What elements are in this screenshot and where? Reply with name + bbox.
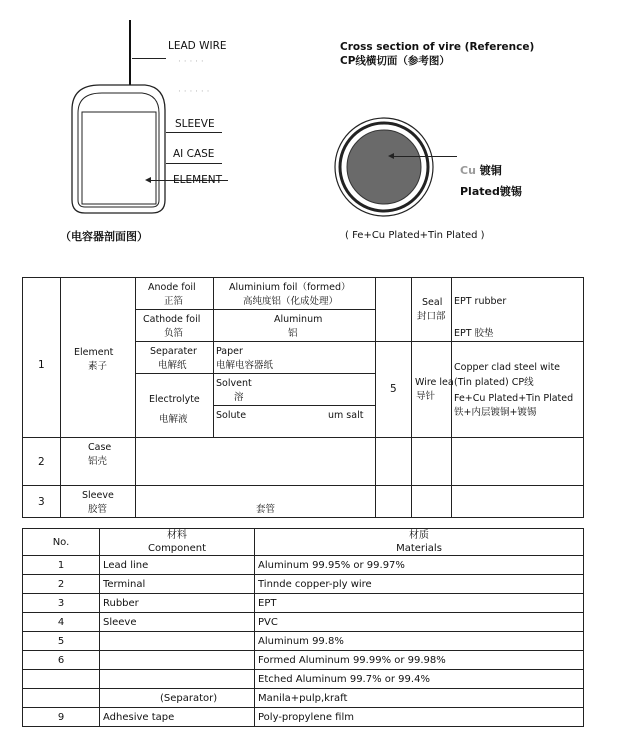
row-no: 9 [23,708,100,727]
row2-no: 2 [38,456,45,468]
anode-foil-cn: 正箔 [164,296,184,307]
row-no: 4 [23,613,100,632]
row-material: Manila+pulp,kraft [255,689,584,708]
arrow-head-icon [388,153,394,159]
row-no: 3 [23,594,100,613]
header-material-cn: 材质 [409,530,429,541]
table-row [23,556,584,575]
cathode-foil-cn: 负箔 [164,328,184,339]
seal-cn: 封口部 [417,311,446,322]
row-component [100,670,255,689]
table-row [23,594,584,613]
cathode-foil-en: Cathode foil [143,314,201,325]
sleeve-material: 套管 [256,504,276,515]
capacitor-caption: （电容器剖面图） [60,230,148,243]
row-component [100,632,255,651]
header-material-en: Materials [396,543,442,554]
arrow-head-icon [145,177,151,183]
plated-copper-label: Cu 镀铜 [460,164,502,177]
lead-wire-label-blur: · · · · · [178,57,204,67]
table-row [23,632,584,651]
wire-material-2: (Tin plated) CP线 [454,377,534,388]
wire-material-3: Fe+Cu Plated+Tin Plated [454,393,574,404]
row-component: (Separator) [100,689,255,708]
sleeve-cn: 胶管 [88,504,108,515]
row-no: 2 [23,575,100,594]
header-component-en: Component [147,543,207,554]
header-no: No. [23,529,100,556]
table-row [23,651,584,670]
cathode-material-en: Aluminum [274,314,323,325]
row-no: 6 [23,651,100,670]
table-row [23,689,584,708]
anode-material-cn: 高纯度铝（化成处理） [243,296,339,307]
solute-en: Solute [216,410,247,421]
row-material: Tinnde copper-ply wire [255,575,584,594]
solvent-cn: 溶 [234,392,244,403]
row-material: PVC [255,613,584,632]
sleeve-en: Sleeve [82,490,114,501]
row-no [23,670,100,689]
row1-no: 1 [38,359,45,371]
electrolyte-en: Electrolyte [149,394,200,405]
copper-leader [392,156,457,157]
seal-material-en: EPT rubber [454,296,507,307]
wire-lead-cn: 导针 [416,391,436,402]
row-material: Aluminum 99.8% [255,632,584,651]
row1-element-cn: 素子 [88,361,108,372]
row3-no: 3 [38,496,45,508]
row-material: Formed Aluminum 99.99% or 99.98% [255,651,584,670]
cathode-material-cn: 铝 [288,328,298,339]
row-no [23,689,100,708]
wire-material-1: Copper clad steel wite [454,362,561,373]
solvent-en: Solvent [216,378,252,389]
wire-lead-en: Wire lea [415,377,454,388]
wire-caption: ( Fe+Cu Plated+Tin Plated ) [345,230,485,241]
row-component: Sleeve [100,613,255,632]
materials-table [22,528,584,727]
separator-cn: 电解纸 [158,360,187,371]
sleeve-label: SLEEVE [175,118,215,130]
item5-no: 5 [390,383,397,395]
header-component-cn: 材料 [167,530,187,541]
row-component: Lead line [100,556,255,575]
plated-tin-label: Plated镀锡 [460,185,522,198]
wire-cross-section-drawing [330,115,450,225]
paper-cn: 电解电容器纸 [216,360,274,371]
lead-wire-label-blur-2: · · · · · · [178,87,210,97]
cross-section-title: Cross section of vire (Reference) [340,41,535,53]
case-en: Case [88,442,112,453]
anode-material-en: Aluminium foil（formed） [229,282,351,293]
header-material [255,529,584,556]
al-case-label: AI CASE [173,148,215,160]
lead-wire-label: LEAD WIRE [168,40,227,52]
cross-section-title-cn: CP线横切面（参考图） [340,55,450,67]
table-row [23,670,584,689]
row-component: Adhesive tape [100,708,255,727]
row-material: Poly-propylene film [255,708,584,727]
row-no: 5 [23,632,100,651]
row-component: Terminal [100,575,255,594]
table-row [23,575,584,594]
seal-en: Seal [422,297,443,308]
wire-material-4: 铁+内层镀铜+镀锡 [454,407,537,418]
row-component [100,651,255,670]
row-material: EPT [255,594,584,613]
solute-tail: um salt [328,410,364,421]
table-row [23,613,584,632]
case-cn: 铝壳 [88,456,108,467]
row-material: Etched Aluminum 99.7% or 99.4% [255,670,584,689]
electrolyte-cn: 电解液 [159,414,188,425]
spec-table [22,277,584,518]
anode-foil-en: Anode foil [148,282,196,293]
table-row [23,708,584,727]
row-material: Aluminum 99.95% or 99.97% [255,556,584,575]
row-no: 1 [23,556,100,575]
materials-header-row [23,529,584,556]
row-component: Rubber [100,594,255,613]
paper-en: Paper [216,346,243,357]
header-component [100,529,255,556]
separator-en: Separater [150,346,197,357]
seal-material-cn: EPT 胶垫 [454,328,494,339]
row1-element-en: Element [74,347,114,358]
element-label: ELEMENT [173,174,223,186]
